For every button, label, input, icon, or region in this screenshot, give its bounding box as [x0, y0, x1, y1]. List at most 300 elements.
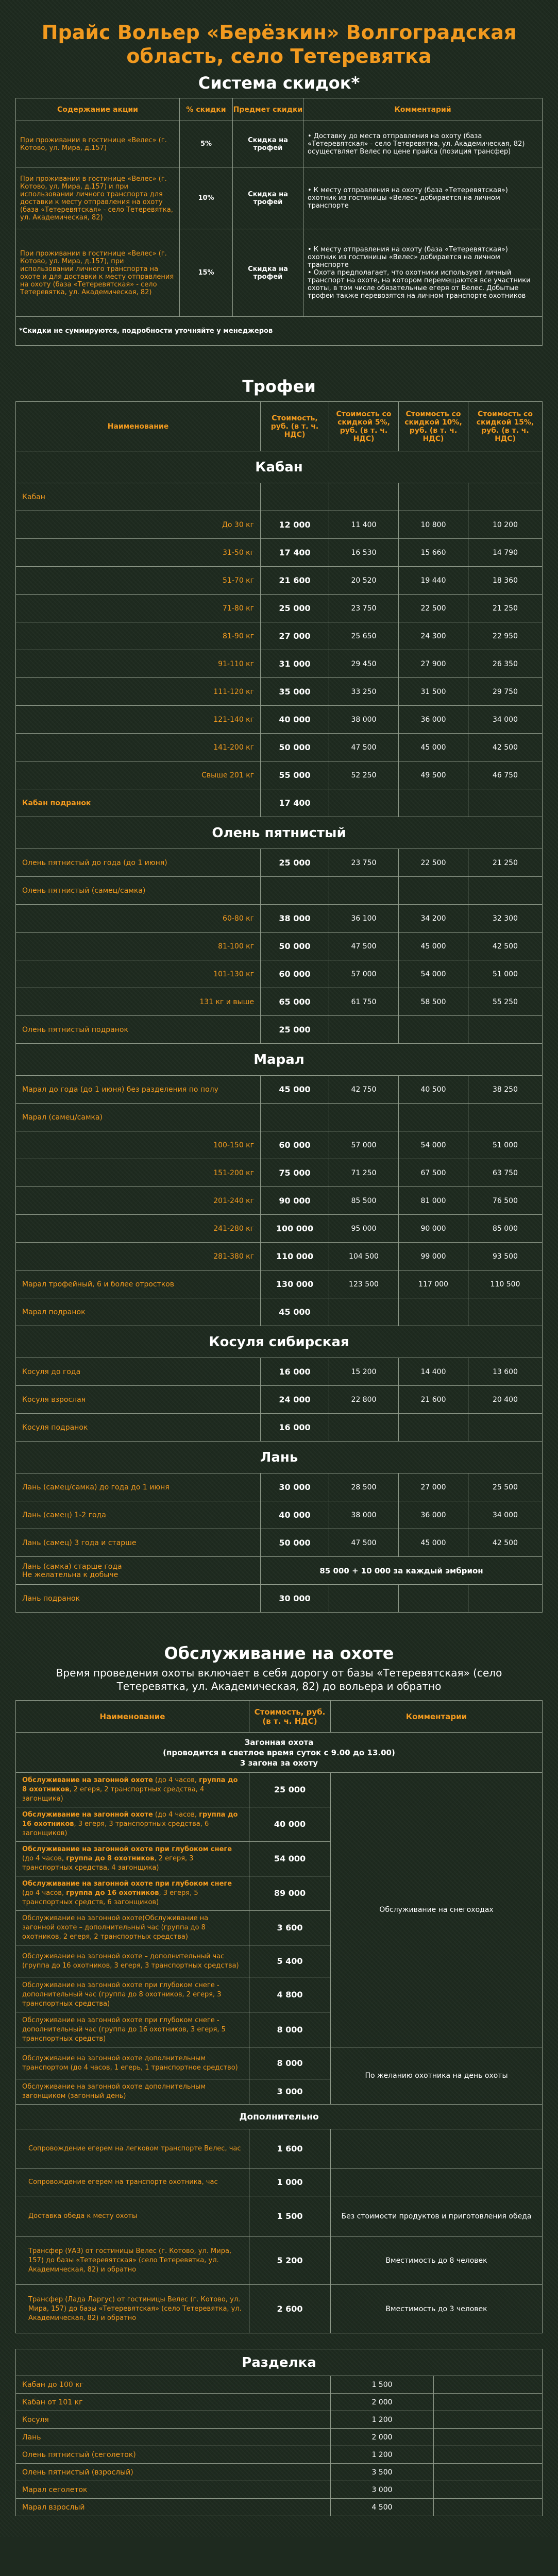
- trophy-price-discount: [468, 1016, 543, 1044]
- drive-hunt-name-text: Обслуживание на загонной охоте(Обслуживание на загонной охоте – дополнительный час (группа до 8 охотников, 2 егеря, 2 транспортных средства): [22, 1914, 209, 1941]
- extra-comment: Без стоимости продуктов и приготовления обеда: [331, 2196, 543, 2236]
- trophy-price-discount: 47 500: [329, 734, 399, 761]
- trophy-price: 25 000: [261, 595, 329, 622]
- trophy-price-discount: 15 660: [399, 539, 468, 567]
- drive-hunt-name: [16, 2079, 249, 2105]
- extra-price: 1 000: [249, 2168, 331, 2196]
- trophy-price: 12 000: [261, 511, 329, 539]
- trophy-price-discount: 27 900: [399, 650, 468, 678]
- drive-hunt-name: [16, 1842, 249, 1876]
- trophy-name: 101-130 кг: [16, 960, 261, 988]
- drive-hunt-header-row: [16, 1733, 543, 1773]
- trophy-row: [16, 734, 543, 761]
- trophy-price-discount: 34 200: [399, 905, 468, 933]
- discounts-heading: Система скидок*: [198, 73, 360, 93]
- butchering-name: Лань: [16, 2429, 331, 2446]
- trophy-price-discount: 47 500: [329, 933, 399, 960]
- trophy-price-discount: 13 600: [468, 1358, 543, 1386]
- trophy-price-discount: 90 000: [399, 1215, 468, 1243]
- trophy-price-discount: 117 000: [399, 1270, 468, 1298]
- drive-hunt-name-text: Обслуживание на загонной охоте при глубоком снеге - дополнительный час (группа до 16 охотников, 3 егеря, 5 транспортных средств): [22, 2016, 226, 2043]
- trophy-price-discount: [329, 1016, 399, 1044]
- trophy-price-discount: [329, 877, 399, 905]
- discount-row: [16, 167, 543, 229]
- extra-comment: Вместимость до 3 человек: [331, 2285, 543, 2333]
- trophy-price: 17 400: [261, 789, 329, 817]
- trophy-price-discount: 42 500: [468, 1529, 543, 1557]
- trophy-price-discount: 38 000: [329, 1501, 399, 1529]
- trophy-price: 27 000: [261, 622, 329, 650]
- trophy-price-discount: 14 400: [399, 1358, 468, 1386]
- trophy-name: Марал трофейный, 6 и более отростков: [16, 1270, 261, 1298]
- trophy-price-discount: 23 750: [329, 595, 399, 622]
- trophy-row: [16, 877, 543, 905]
- discounts-header-content: Содержание акции: [16, 98, 180, 121]
- drive-hunt-price: 4 800: [249, 1977, 331, 2012]
- trophy-price-discount: 18 360: [468, 567, 543, 595]
- trophy-price-discount: 81 000: [399, 1187, 468, 1215]
- trophies-header-price-5: Стоимость со скидкой 5%, руб. (в т. ч. НДС): [329, 402, 399, 451]
- trophy-row: [16, 567, 543, 595]
- trophy-price: 40 000: [261, 706, 329, 734]
- trophy-name: Марал до года (до 1 июня) без разделения по полу: [16, 1076, 261, 1104]
- extra-name: Трансфер (УАЗ) от гостиницы Велес (г. Котово, ул. Мира, 157) до базы «Тетеревятская» (село Тетеревятка, ул. Академическая, 82) и обратно: [16, 2236, 249, 2285]
- discount-row: [16, 121, 543, 167]
- trophy-group-row: [16, 817, 543, 849]
- trophy-price-discount: 36 000: [399, 1501, 468, 1529]
- trophy-name: Олень пятнистый (самец/самка): [16, 877, 261, 905]
- discount-percent: 15%: [180, 229, 233, 317]
- trophy-group-row: [16, 1044, 543, 1076]
- discount-subject: Скидка на трофей: [233, 229, 303, 317]
- trophy-price-discount: 23 750: [329, 849, 399, 877]
- butchering-row: [16, 2499, 543, 2516]
- trophy-row: [16, 1414, 543, 1442]
- trophy-price-discount: 22 500: [399, 849, 468, 877]
- trophy-price-discount: 42 750: [329, 1076, 399, 1104]
- butchering-price: 3 500: [331, 2464, 434, 2481]
- trophy-row: [16, 1473, 543, 1501]
- butchering-name: Марал сеголеток: [16, 2481, 331, 2499]
- trophy-name: Олень пятнистый до года (до 1 июня): [16, 849, 261, 877]
- drive-hunt-comment-snowmobile: Обслуживание на снегоходах: [331, 1773, 543, 2047]
- drive-hunt-name-bold: Обслуживание на загонной охоте при глубоком снеге: [22, 1845, 232, 1853]
- trophy-row: [16, 511, 543, 539]
- trophy-price: 21 600: [261, 567, 329, 595]
- drive-hunt-name-details: , 3 егеря, 5 транспортных средств, 6 загонщиков): [22, 1889, 198, 1906]
- trophy-price: 40 000: [261, 1501, 329, 1529]
- drive-hunt-name-bold: Обслуживание на загонной охоте: [22, 1811, 153, 1819]
- drive-hunt-name: [16, 1807, 249, 1842]
- trophy-name: Лань (самка) старше года Не желательна к добыче: [16, 1557, 261, 1585]
- trophy-group-title: Марал: [16, 1044, 543, 1076]
- trophy-price-discount: 123 500: [329, 1270, 399, 1298]
- butchering-price: 1 500: [331, 2376, 434, 2394]
- trophy-price-discount: 27 000: [399, 1473, 468, 1501]
- trophy-price: 45 000: [261, 1076, 329, 1104]
- trophy-row: [16, 1104, 543, 1131]
- drive-hunt-name: [16, 2047, 249, 2079]
- trophy-price-discount: 29 750: [468, 678, 543, 706]
- trophy-row: [16, 1585, 543, 1613]
- drive-hunt-name-text: (до 4 часов,: [153, 1811, 199, 1819]
- trophy-price-discount: [468, 1104, 543, 1131]
- trophy-price-discount: 40 500: [399, 1076, 468, 1104]
- services-header-price: Стоимость, руб. (в т. ч. НДС): [249, 1701, 331, 1733]
- drive-hunt-name-text: Обслуживание на загонной охоте при глубоком снеге - дополнительный час (группа до 8 охотников, 2 егеря, 3 транспортных средства): [22, 1981, 222, 2008]
- butchering-name: Олень пятнистый (сеголеток): [16, 2446, 331, 2464]
- trophy-name: Лань (самец/самка) до года до 1 июня: [16, 1473, 261, 1501]
- extra-comment: [331, 2129, 543, 2168]
- trophy-price: 24 000: [261, 1386, 329, 1414]
- trophy-price-discount: 95 000: [329, 1215, 399, 1243]
- trophies-header-name: Наименование: [16, 402, 261, 451]
- trophy-price-discount: [468, 877, 543, 905]
- trophy-row: [16, 622, 543, 650]
- trophy-price-discount: 22 950: [468, 622, 543, 650]
- trophy-row: [16, 1501, 543, 1529]
- trophy-price-discount: [329, 789, 399, 817]
- drive-hunt-comment-on-demand: По желанию охотника на день охоты: [331, 2047, 543, 2105]
- trophy-price: [261, 483, 329, 511]
- trophy-price-discount: 32 300: [468, 905, 543, 933]
- drive-hunt-name-text: Обслуживание на загонной охоте дополнительным загонщиком (загонный день): [22, 2083, 206, 2100]
- trophy-price-discount: 10 800: [399, 511, 468, 539]
- trophy-price-discount: [399, 483, 468, 511]
- trophy-price-discount: 104 500: [329, 1243, 399, 1270]
- trophy-row: [16, 1076, 543, 1104]
- drive-hunt-name-text: (до 4 часов,: [22, 1855, 66, 1862]
- trophy-price-discount: [468, 1298, 543, 1326]
- trophy-row: [16, 1386, 543, 1414]
- trophy-price-discount: 36 100: [329, 905, 399, 933]
- trophy-name: Косуля до года: [16, 1358, 261, 1386]
- trophy-price: 50 000: [261, 1529, 329, 1557]
- trophy-price-discount: 85 500: [329, 1187, 399, 1215]
- trophy-price-discount: 38 250: [468, 1076, 543, 1104]
- trophy-price-span: 85 000 + 10 000 за каждый эмбрион: [261, 1557, 543, 1585]
- extra-row: [16, 2129, 543, 2168]
- trophy-price-discount: 42 500: [468, 734, 543, 761]
- trophy-price-discount: 42 500: [468, 933, 543, 960]
- extra-row: [16, 2168, 543, 2196]
- drive-hunt-price: 89 000: [249, 1876, 331, 1911]
- trophy-price-discount: 57 000: [329, 1131, 399, 1159]
- trophy-price-discount: 76 500: [468, 1187, 543, 1215]
- discount-percent: 10%: [180, 167, 233, 229]
- trophy-row: [16, 678, 543, 706]
- extra-row: [16, 2285, 543, 2333]
- drive-hunt-name-details: , 3 егеря, 3 транспортных средства, 6 загонщиков): [22, 1820, 209, 1837]
- trophy-price-discount: [329, 1585, 399, 1613]
- trophy-group-row: [16, 1326, 543, 1358]
- trophy-price: 25 000: [261, 849, 329, 877]
- trophy-name: Марал (самец/самка): [16, 1104, 261, 1131]
- extra-name: Сопровождение егерем на легковом транспорте Велес, час: [16, 2129, 249, 2168]
- trophy-price-discount: 20 400: [468, 1386, 543, 1414]
- trophy-row: [16, 1557, 543, 1585]
- trophy-price-discount: [468, 483, 543, 511]
- trophy-row: [16, 933, 543, 960]
- drive-hunt-price: 3 600: [249, 1911, 331, 1945]
- trophy-price-discount: 25 650: [329, 622, 399, 650]
- discounts-header-subject: Предмет скидки: [233, 98, 303, 121]
- trophy-row: [16, 1215, 543, 1243]
- trophy-price-discount: [468, 1585, 543, 1613]
- trophy-name: 71-80 кг: [16, 595, 261, 622]
- trophy-price: 130 000: [261, 1270, 329, 1298]
- extra-price: 1 600: [249, 2129, 331, 2168]
- trophy-price-discount: 57 000: [329, 960, 399, 988]
- extra-comment: Вместимость до 8 человек: [331, 2236, 543, 2285]
- butchering-price: 4 500: [331, 2499, 434, 2516]
- trophies-table: [15, 401, 543, 1613]
- trophy-name: Свыше 201 кг: [16, 761, 261, 789]
- trophy-price: 100 000: [261, 1215, 329, 1243]
- trophy-price: [261, 1104, 329, 1131]
- butchering-name: Олень пятнистый (взрослый): [16, 2464, 331, 2481]
- butchering-price: 3 000: [331, 2481, 434, 2499]
- discount-content: При проживании в гостинице «Велес» (г. Котово, ул. Мира, д.157), при использовании личного транспорта на охоте и для доставки к месту отправления на охоту (база «Тетеревятская» - село Тетеревятка, ул. Академическая, 82): [16, 229, 180, 317]
- services-heading: Обслуживание на охоте: [164, 1643, 394, 1663]
- trophy-price-discount: 52 250: [329, 761, 399, 789]
- trophy-price: 110 000: [261, 1243, 329, 1270]
- butchering-name: Марал взрослый: [16, 2499, 331, 2516]
- discount-subject: Скидка на трофей: [233, 167, 303, 229]
- trophy-name: Олень пятнистый подранок: [16, 1016, 261, 1044]
- drive-hunt-name-text: (до 4 часов,: [153, 1776, 199, 1784]
- trophy-name: 281-380 кг: [16, 1243, 261, 1270]
- discount-content: При проживании в гостинице «Велес» (г. Котово, ул. Мира, д.157): [16, 121, 180, 167]
- butchering-price: 2 000: [331, 2394, 434, 2411]
- trophy-price-discount: 63 750: [468, 1159, 543, 1187]
- trophies-header-price-10: Стоимость со скидкой 10%, руб. (в т. ч. НДС): [399, 402, 468, 451]
- trophy-row: [16, 1270, 543, 1298]
- trophy-price: [261, 877, 329, 905]
- trophy-row: [16, 595, 543, 622]
- drive-hunt-group-size: группа до 8 охотников: [22, 1776, 238, 1793]
- trophy-price: 35 000: [261, 678, 329, 706]
- drive-hunt-name-details: , 2 егеря, 3 транспортных средства, 4 загонщика): [22, 1855, 194, 1872]
- drive-hunt-header: Загонная охота (проводится в светлое время суток с 9.00 до 13.00) 3 загона за охоту: [16, 1733, 543, 1773]
- trophy-row: [16, 905, 543, 933]
- drive-hunt-name-text: Обслуживание на загонной охоте дополнительным транспортом (до 4 часов, 1 егерь, 1 транспортное средство): [22, 2054, 238, 2072]
- trophy-price-discount: 10 200: [468, 511, 543, 539]
- trophy-price-discount: 93 500: [468, 1243, 543, 1270]
- trophy-price-discount: 21 250: [468, 849, 543, 877]
- trophy-name: Лань подранок: [16, 1585, 261, 1613]
- butchering-price: 2 000: [331, 2429, 434, 2446]
- trophy-group-title: Лань: [16, 1442, 543, 1473]
- trophy-price-discount: [329, 1104, 399, 1131]
- drive-hunt-price: 40 000: [249, 1807, 331, 1842]
- drive-hunt-group-size: группа до 8 охотников: [66, 1855, 155, 1862]
- extra-price: 2 600: [249, 2285, 331, 2333]
- butchering-name: Кабан до 100 кг: [16, 2376, 331, 2394]
- trophy-row: [16, 1159, 543, 1187]
- trophy-price-discount: [329, 483, 399, 511]
- trophy-row: [16, 988, 543, 1016]
- trophy-price: 50 000: [261, 933, 329, 960]
- butchering-empty: [434, 2376, 543, 2394]
- trophy-price-discount: 51 000: [468, 960, 543, 988]
- services-subtitle: Время проведения охоты включает в себя дорогу от базы «Тетеревятская» (село Тетеревятка, ул. Академическая, 82) до вольера и обратно: [56, 1667, 502, 1692]
- trophy-price-discount: 110 500: [468, 1270, 543, 1298]
- trophy-row: [16, 1358, 543, 1386]
- trophy-price-discount: 22 800: [329, 1386, 399, 1414]
- trophy-group-row: [16, 451, 543, 483]
- drive-hunt-group-size: группа до 16 охотников: [66, 1889, 159, 1897]
- trophy-name: До 30 кг: [16, 511, 261, 539]
- trophy-price-discount: 47 500: [329, 1529, 399, 1557]
- discount-percent: 5%: [180, 121, 233, 167]
- trophy-name: 31-50 кг: [16, 539, 261, 567]
- trophy-price-discount: 16 530: [329, 539, 399, 567]
- trophy-row: [16, 960, 543, 988]
- trophy-price-discount: 38 000: [329, 706, 399, 734]
- trophy-price-discount: [329, 1298, 399, 1326]
- trophy-name: Лань (самец) 1-2 года: [16, 1501, 261, 1529]
- trophy-price: 45 000: [261, 1298, 329, 1326]
- trophy-price: 75 000: [261, 1159, 329, 1187]
- discount-comment: • К месту отправления на охоту (база «Тетеревятская») охотник из гостиницы «Велес» добирается на личном транспорте: [303, 167, 543, 229]
- trophy-price-discount: [399, 877, 468, 905]
- trophy-price-discount: 54 000: [399, 1131, 468, 1159]
- trophy-price-discount: [468, 1414, 543, 1442]
- trophy-price: 65 000: [261, 988, 329, 1016]
- trophy-group-title: Олень пятнистый: [16, 817, 543, 849]
- trophy-price: 30 000: [261, 1473, 329, 1501]
- discount-row: [16, 229, 543, 317]
- trophies-header-price-15: Стоимость со скидкой 15%, руб. (в т. ч. НДС): [468, 402, 543, 451]
- trophy-name: 91-110 кг: [16, 650, 261, 678]
- butchering-row: [16, 2446, 543, 2464]
- trophy-price: 16 000: [261, 1358, 329, 1386]
- butchering-row: [16, 2481, 543, 2499]
- extra-name: Трансфер (Лада Ларгус) от гостиницы Велес (г. Котово, ул. Мира, 157) до базы «Тетеревятская» (село Тетеревятка, ул. Академическая, 82) и обратно: [16, 2285, 249, 2333]
- butchering-empty: [434, 2464, 543, 2481]
- trophy-name: 241-280 кг: [16, 1215, 261, 1243]
- trophy-price-discount: [399, 789, 468, 817]
- drive-hunt-price: 3 000: [249, 2079, 331, 2105]
- trophy-price-discount: 99 000: [399, 1243, 468, 1270]
- trophy-name: Кабан: [16, 483, 261, 511]
- drive-hunt-name-text: Обслуживание на загонной охоте – дополнительный час (группа до 16 охотников, 3 егеря, 3 транспортных средства): [22, 1952, 239, 1970]
- drive-hunt-row: [16, 2047, 543, 2079]
- trophies-header-price: Стоимость, руб. (в т. ч. НДС): [261, 402, 329, 451]
- drive-hunt-name: [16, 1876, 249, 1911]
- trophy-name: 51-70 кг: [16, 567, 261, 595]
- trophy-price-discount: [399, 1585, 468, 1613]
- trophy-name: 111-120 кг: [16, 678, 261, 706]
- trophy-price: 50 000: [261, 734, 329, 761]
- trophy-price-discount: [399, 1016, 468, 1044]
- drive-hunt-price: 25 000: [249, 1773, 331, 1807]
- discount-subject: Скидка на трофей: [233, 121, 303, 167]
- trophy-price: 17 400: [261, 539, 329, 567]
- drive-hunt-name-text: (до 4 часов,: [22, 1889, 66, 1897]
- trophy-price-discount: [329, 1414, 399, 1442]
- trophy-price-discount: 55 250: [468, 988, 543, 1016]
- trophy-row: [16, 1016, 543, 1044]
- trophy-price-discount: 58 500: [399, 988, 468, 1016]
- discounts-note: *Скидки не суммируются, подробности уточняйте у менеджеров: [16, 317, 543, 346]
- trophy-name: 201-240 кг: [16, 1187, 261, 1215]
- trophy-price: 16 000: [261, 1414, 329, 1442]
- trophy-name: Лань (самец) 3 года и старше: [16, 1529, 261, 1557]
- butchering-empty: [434, 2499, 543, 2516]
- trophy-row: [16, 1131, 543, 1159]
- drive-hunt-row: [16, 1773, 543, 1807]
- trophy-price-discount: 11 400: [329, 511, 399, 539]
- trophy-name: 141-200 кг: [16, 734, 261, 761]
- drive-hunt-name: [16, 1945, 249, 1977]
- butchering-price: 1 200: [331, 2411, 434, 2429]
- trophy-price-discount: 54 000: [399, 960, 468, 988]
- page-title: Прайс Вольер «Берёзкин» Волгоградская область, село Тетеревятка: [41, 21, 517, 67]
- butchering-row: [16, 2376, 543, 2394]
- trophy-name: 60-80 кг: [16, 905, 261, 933]
- trophy-price-discount: 71 250: [329, 1159, 399, 1187]
- trophy-name: 81-90 кг: [16, 622, 261, 650]
- butchering-row: [16, 2411, 543, 2429]
- trophy-price: 90 000: [261, 1187, 329, 1215]
- trophy-price-discount: 33 250: [329, 678, 399, 706]
- trophy-row: [16, 706, 543, 734]
- trophy-price-discount: 45 000: [399, 734, 468, 761]
- trophy-price-discount: [399, 1298, 468, 1326]
- services-table: [15, 1700, 543, 2333]
- trophy-price-discount: 34 000: [468, 1501, 543, 1529]
- trophy-price-discount: 26 350: [468, 650, 543, 678]
- trophy-price-discount: 31 500: [399, 678, 468, 706]
- trophy-name: 100-150 кг: [16, 1131, 261, 1159]
- trophy-price-discount: 67 500: [399, 1159, 468, 1187]
- extra-price: 1 500: [249, 2196, 331, 2236]
- trophy-price-discount: 21 600: [399, 1386, 468, 1414]
- extra-row: [16, 2236, 543, 2285]
- trophy-price: 55 000: [261, 761, 329, 789]
- drive-hunt-price: 8 000: [249, 2047, 331, 2079]
- trophy-price: 30 000: [261, 1585, 329, 1613]
- butchering-heading: Разделка: [16, 2349, 543, 2376]
- butchering-price: 1 200: [331, 2446, 434, 2464]
- trophy-name: Марал подранок: [16, 1298, 261, 1326]
- butchering-row: [16, 2429, 543, 2446]
- trophy-price: 60 000: [261, 960, 329, 988]
- trophy-price-discount: 85 000: [468, 1215, 543, 1243]
- trophy-row: [16, 650, 543, 678]
- trophy-price-discount: 36 000: [399, 706, 468, 734]
- trophy-price-discount: 25 500: [468, 1473, 543, 1501]
- butchering-name: Кабан от 101 кг: [16, 2394, 331, 2411]
- trophy-price-discount: 15 200: [329, 1358, 399, 1386]
- trophy-price-discount: 45 000: [399, 1529, 468, 1557]
- discounts-header-comment: Комментарий: [303, 98, 543, 121]
- trophy-group-title: Косуля сибирская: [16, 1326, 543, 1358]
- extra-header: Дополнительно: [16, 2105, 543, 2129]
- trophy-price-discount: 21 250: [468, 595, 543, 622]
- trophy-name: 121-140 кг: [16, 706, 261, 734]
- trophy-price-discount: 20 520: [329, 567, 399, 595]
- extra-name: Сопровождение егерем на транспорте охотника, час: [16, 2168, 249, 2196]
- extra-price: 5 200: [249, 2236, 331, 2285]
- trophy-row: [16, 849, 543, 877]
- trophy-row: [16, 483, 543, 511]
- trophy-price-discount: [468, 789, 543, 817]
- trophy-price-discount: 34 000: [468, 706, 543, 734]
- drive-hunt-name: [16, 1773, 249, 1807]
